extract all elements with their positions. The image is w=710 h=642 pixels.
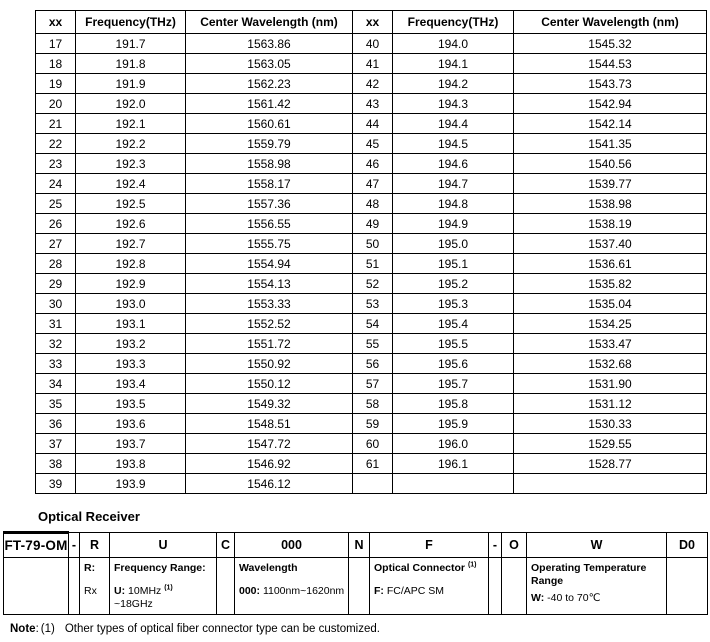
channel-cell: 196.1 (393, 454, 514, 474)
table-row (36, 34, 707, 54)
table-row (36, 414, 707, 434)
channel-cell: 40 (353, 34, 393, 54)
channel-cell: 1531.90 (514, 374, 707, 394)
channel-cell: 193.4 (76, 374, 186, 394)
channel-cell: 22 (36, 134, 76, 154)
col-header-frequency-right: Frequency(THz) (393, 11, 514, 34)
channel-cell: 195.9 (393, 414, 514, 434)
table-row (36, 134, 707, 154)
channel-cell: 1532.68 (514, 354, 707, 374)
channel-cell: 195.8 (393, 394, 514, 414)
code-W: W (527, 533, 667, 558)
u-value-pre: 10MHz (128, 585, 162, 597)
channel-cell: 36 (36, 414, 76, 434)
temperature-value-line (531, 592, 663, 605)
channel-cell: 1550.92 (186, 354, 353, 374)
frequency-range-title: Frequency Range: (114, 562, 206, 574)
channel-cell: 1552.52 (186, 314, 353, 334)
code-C: C (217, 533, 235, 558)
channel-cell: 54 (353, 314, 393, 334)
col-header-frequency-left: Frequency(THz) (76, 11, 186, 34)
channel-cell: 195.7 (393, 374, 514, 394)
channel-cell: 1547.72 (186, 434, 353, 454)
code-N: N (349, 533, 370, 558)
connector-code: F: (374, 585, 384, 597)
channel-cell: 1551.72 (186, 334, 353, 354)
channel-cell: 1558.17 (186, 174, 353, 194)
channel-cell: 27 (36, 234, 76, 254)
dwdm-channel-table (35, 10, 707, 494)
channel-cell: 1556.55 (186, 214, 353, 234)
channel-cell: 1538.19 (514, 214, 707, 234)
channel-cell: 1559.79 (186, 134, 353, 154)
channel-cell: 192.2 (76, 134, 186, 154)
desc-empty-O (502, 558, 527, 615)
channel-cell: 1531.12 (514, 394, 707, 414)
channel-cell: 51 (353, 254, 393, 274)
channel-cell: 192.8 (76, 254, 186, 274)
channel-cell: 1554.13 (186, 274, 353, 294)
channel-cell: 195.0 (393, 234, 514, 254)
channel-cell: 192.3 (76, 154, 186, 174)
channel-cell: 1540.56 (514, 154, 707, 174)
wavelength-value: 1100nm~1620nm (262, 585, 345, 597)
channel-cell: 1529.55 (514, 434, 707, 454)
table-row (36, 194, 707, 214)
channel-cell: 192.0 (76, 94, 186, 114)
code-000: 000 (235, 533, 349, 558)
channel-cell: 60 (353, 434, 393, 454)
table-row (36, 274, 707, 294)
table-row (36, 314, 707, 334)
channel-cell: 193.9 (76, 474, 186, 494)
table-row (36, 174, 707, 194)
channel-cell: 192.9 (76, 274, 186, 294)
table-row (36, 94, 707, 114)
section-title-optical-receiver: Optical Receiver (38, 509, 140, 524)
note-index: (1) (40, 623, 55, 635)
channel-cell: 31 (36, 314, 76, 334)
channel-cell: 45 (353, 134, 393, 154)
table-row (36, 54, 707, 74)
channel-cell: 195.1 (393, 254, 514, 274)
temperature-title: Operating Temperature Range (531, 562, 647, 587)
desc-empty-dash-2 (489, 558, 502, 615)
table-row (36, 294, 707, 314)
channel-cell: 55 (353, 334, 393, 354)
channel-cell: 191.9 (76, 74, 186, 94)
channel-cell: 1546.12 (186, 474, 353, 494)
channel-cell: 194.1 (393, 54, 514, 74)
wavelength-title: Wavelength (239, 562, 298, 574)
channel-cell: 1533.47 (514, 334, 707, 354)
channel-cell: 195.6 (393, 354, 514, 374)
channel-cell: 1535.82 (514, 274, 707, 294)
table-row (36, 434, 707, 454)
channel-cell: 24 (36, 174, 76, 194)
u-code: U: (114, 585, 126, 597)
col-header-xx-right: xx (353, 11, 393, 34)
code-dash-2: - (489, 533, 502, 558)
table-row (36, 454, 707, 474)
table-row (36, 214, 707, 234)
channel-cell: 193.7 (76, 434, 186, 454)
desc-frequency-range (110, 558, 217, 615)
channel-cell: 1548.51 (186, 414, 353, 434)
channel-cell: 1563.86 (186, 34, 353, 54)
channel-cell: 47 (353, 174, 393, 194)
code-F: F (370, 533, 489, 558)
desc-empty-N (349, 558, 370, 615)
channel-cell: 195.2 (393, 274, 514, 294)
desc-empty-pn (4, 558, 69, 615)
wavelength-value-line (239, 585, 345, 598)
channel-cell: 34 (36, 374, 76, 394)
channel-cell: 59 (353, 414, 393, 434)
channel-cell: 193.1 (76, 314, 186, 334)
channel-cell: 21 (36, 114, 76, 134)
channel-cell: 194.0 (393, 34, 514, 54)
channel-cell (353, 474, 393, 494)
channel-cell: 194.9 (393, 214, 514, 234)
channel-cell: 1549.32 (186, 394, 353, 414)
table-row (36, 254, 707, 274)
code-R: R (80, 533, 110, 558)
channel-cell: 18 (36, 54, 76, 74)
channel-cell: 191.7 (76, 34, 186, 54)
connector-title-line (374, 562, 485, 575)
channel-cell: 1554.94 (186, 254, 353, 274)
connector-title: Optical Connector (374, 562, 466, 574)
channel-cell: 48 (353, 194, 393, 214)
channel-cell: 192.7 (76, 234, 186, 254)
desc-empty-D0 (667, 558, 708, 615)
channel-cell: 19 (36, 74, 76, 94)
channel-cell: 1542.14 (514, 114, 707, 134)
rx-label-line1: R: (84, 562, 96, 574)
channel-cell: 192.6 (76, 214, 186, 234)
channel-cell: 1528.77 (514, 454, 707, 474)
channel-cell: 17 (36, 34, 76, 54)
channel-cell: 1553.33 (186, 294, 353, 314)
channel-cell: 192.5 (76, 194, 186, 214)
channel-cell: 1541.35 (514, 134, 707, 154)
part-number-prefix: FT-79-OM (4, 533, 69, 558)
channel-cell: 29 (36, 274, 76, 294)
channel-cell: 193.8 (76, 454, 186, 474)
desc-operating-temperature (527, 558, 667, 615)
channel-cell: 1557.36 (186, 194, 353, 214)
channel-cell: 1536.61 (514, 254, 707, 274)
frequency-range-value-line (114, 585, 213, 611)
channel-cell: 192.1 (76, 114, 186, 134)
channel-cell: 1545.32 (514, 34, 707, 54)
table-row (36, 154, 707, 174)
channel-cell: 1546.92 (186, 454, 353, 474)
channel-table-header-row (36, 11, 707, 34)
channel-cell: 195.3 (393, 294, 514, 314)
temperature-value: -40 to 70℃ (547, 592, 601, 604)
channel-cell: 194.2 (393, 74, 514, 94)
footnote (10, 623, 710, 635)
ordering-description-row (4, 558, 708, 615)
channel-cell: 28 (36, 254, 76, 274)
channel-cell: 193.3 (76, 354, 186, 374)
channel-cell: 38 (36, 454, 76, 474)
temperature-code: W: (531, 592, 545, 604)
channel-cell (514, 474, 707, 494)
channel-cell: 50 (353, 234, 393, 254)
channel-cell: 196.0 (393, 434, 514, 454)
channel-cell: 33 (36, 354, 76, 374)
channel-cell: 1562.23 (186, 74, 353, 94)
connector-value: FC/APC SM (386, 585, 445, 597)
channel-cell: 193.6 (76, 414, 186, 434)
channel-cell: 194.6 (393, 154, 514, 174)
table-row (36, 334, 707, 354)
note-text: Other types of optical fiber connector type can be customized. (64, 623, 380, 635)
channel-cell: 1530.33 (514, 414, 707, 434)
desc-rx (80, 558, 110, 615)
ordering-code-row (4, 533, 708, 558)
channel-cell: 32 (36, 334, 76, 354)
channel-cell: 26 (36, 214, 76, 234)
table-row (36, 374, 707, 394)
channel-cell: 194.3 (393, 94, 514, 114)
channel-cell: 56 (353, 354, 393, 374)
channel-cell: 1544.53 (514, 54, 707, 74)
channel-cell: 57 (353, 374, 393, 394)
channel-cell: 1550.12 (186, 374, 353, 394)
channel-cell: 1555.75 (186, 234, 353, 254)
channel-cell: 195.4 (393, 314, 514, 334)
channel-cell: 1539.77 (514, 174, 707, 194)
table-row (36, 354, 707, 374)
channel-cell: 23 (36, 154, 76, 174)
channel-cell: 41 (353, 54, 393, 74)
channel-cell: 44 (353, 114, 393, 134)
channel-cell: 194.5 (393, 134, 514, 154)
channel-cell: 42 (353, 74, 393, 94)
col-header-wavelength-right: Center Wavelength (nm) (514, 11, 707, 34)
channel-table-body (36, 34, 707, 494)
channel-cell: 1563.05 (186, 54, 353, 74)
channel-cell: 1537.40 (514, 234, 707, 254)
desc-wavelength (235, 558, 349, 615)
col-header-xx-left: xx (36, 11, 76, 34)
connector-value-line (374, 585, 485, 598)
col-header-wavelength-left: Center Wavelength (nm) (186, 11, 353, 34)
desc-optical-connector (370, 558, 489, 615)
u-value-post: ~18GHz (114, 598, 153, 610)
connector-footnote-sup: (1) (467, 561, 477, 569)
channel-cell: 49 (353, 214, 393, 234)
table-row (36, 234, 707, 254)
channel-cell: 193.0 (76, 294, 186, 314)
channel-cell: 58 (353, 394, 393, 414)
channel-cell: 193.2 (76, 334, 186, 354)
channel-cell: 1558.98 (186, 154, 353, 174)
channel-cell: 1542.94 (514, 94, 707, 114)
u-footnote-sup: (1) (164, 584, 173, 592)
table-row (36, 394, 707, 414)
channel-cell: 30 (36, 294, 76, 314)
channel-cell: 39 (36, 474, 76, 494)
channel-cell: 35 (36, 394, 76, 414)
channel-cell: 192.4 (76, 174, 186, 194)
desc-empty-C (217, 558, 235, 615)
channel-cell: 25 (36, 194, 76, 214)
channel-cell: 1560.61 (186, 114, 353, 134)
channel-cell: 191.8 (76, 54, 186, 74)
channel-cell: 1538.98 (514, 194, 707, 214)
channel-cell: 194.4 (393, 114, 514, 134)
channel-cell: 1535.04 (514, 294, 707, 314)
desc-empty-dash-1 (69, 558, 80, 615)
channel-cell (393, 474, 514, 494)
channel-cell: 20 (36, 94, 76, 114)
channel-cell: 194.8 (393, 194, 514, 214)
channel-cell: 37 (36, 434, 76, 454)
rx-label-line2: Rx (84, 585, 97, 597)
wavelength-code: 000: (239, 585, 261, 597)
ordering-code-table (3, 531, 708, 615)
table-row (36, 114, 707, 134)
channel-cell: 43 (353, 94, 393, 114)
channel-cell: 52 (353, 274, 393, 294)
code-U: U (110, 533, 217, 558)
channel-cell: 195.5 (393, 334, 514, 354)
channel-cell: 1561.42 (186, 94, 353, 114)
note-label: Note (10, 623, 36, 635)
channel-cell: 53 (353, 294, 393, 314)
code-O: O (502, 533, 527, 558)
code-D0: D0 (667, 533, 708, 558)
table-row (36, 474, 707, 494)
code-dash-1: - (69, 533, 80, 558)
channel-cell: 46 (353, 154, 393, 174)
channel-cell: 193.5 (76, 394, 186, 414)
channel-cell: 1534.25 (514, 314, 707, 334)
note-colon: : (35, 623, 39, 635)
channel-cell: 194.7 (393, 174, 514, 194)
table-row (36, 74, 707, 94)
channel-cell: 61 (353, 454, 393, 474)
channel-cell: 1543.73 (514, 74, 707, 94)
